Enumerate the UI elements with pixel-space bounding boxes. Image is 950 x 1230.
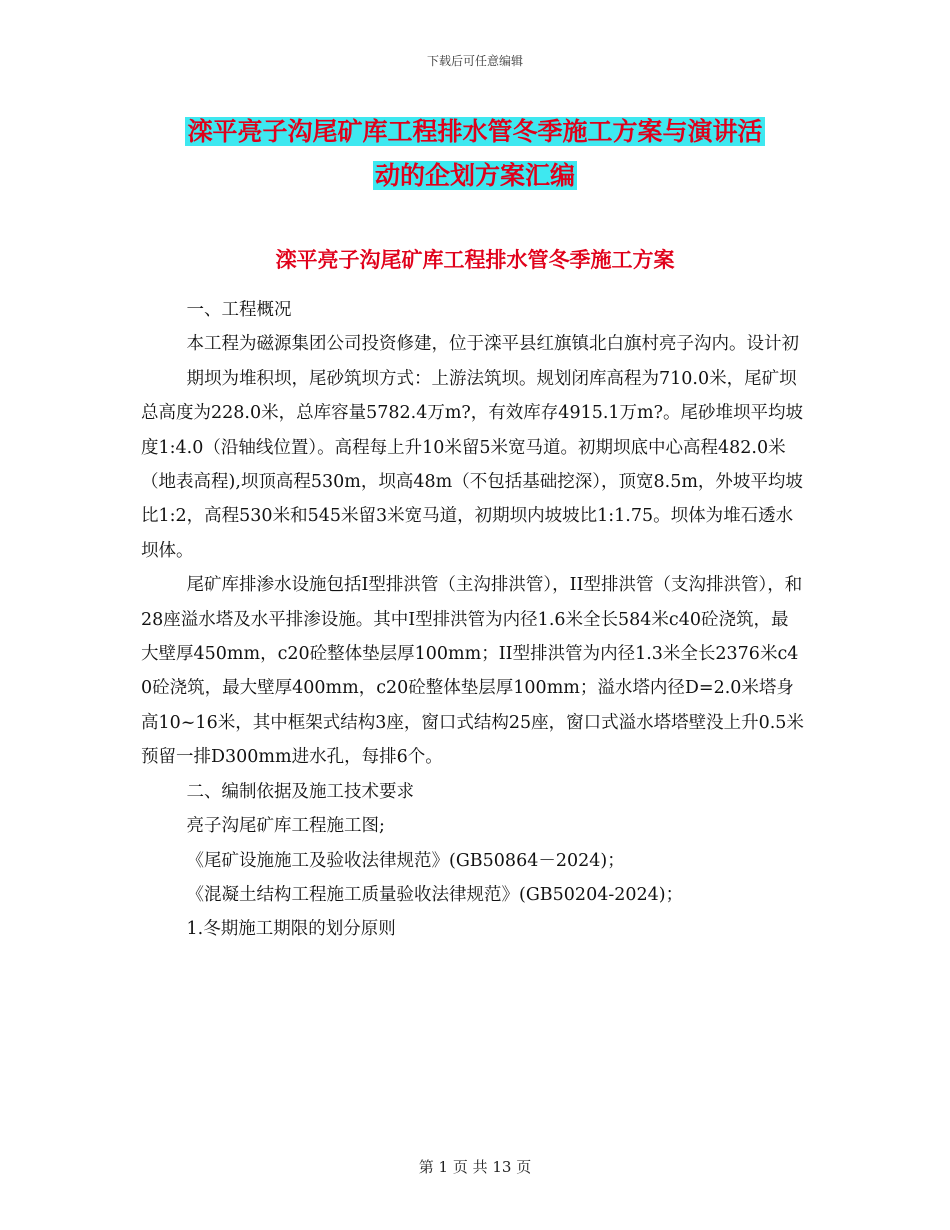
paragraph: 《尾矿设施施工及验收法律规范》(GB50864－2024)； [186,850,625,871]
document-title-line-1 [140,110,810,154]
paragraph: 本工程为磁源集团公司投资修建，位于滦平县红旗镇北白旗村亮子沟内。设计初 [186,334,799,355]
document-title-line-2 [140,154,810,198]
heading-basis: 二、编制依据及施工技术要求 [186,781,414,802]
page-footer: 第 1 页 共 13 页 [418,1158,532,1176]
heading-overview: 一、工程概况 [186,300,292,320]
document-body [141,293,805,947]
paragraph: 亮子沟尾矿库工程施工图; [186,816,385,837]
paragraph: 尾矿库排渗水设施包括I型排洪管（主沟排洪管），II型排洪管（支沟排洪管），和28座溢水塔及水平排渗设施。其中I型排洪管为内径1.6米全长584米c40砼浇筑，最大壁厚450mm，c20砼整体垫层厚100mm；II型排洪管为内径1.3米全长2376米c40砼浇筑，最大壁厚400mm，c20砼整体垫层厚100mm；溢水塔内径D=2.0米塔身高10~16米，其中框架式结构3座，窗口式结构25座，窗口式溢水塔塔壁没上升0.5米预留一排D300mm进水孔，每排6个。 [141,575,804,768]
title-text-1: 滦平亮子沟尾矿库工程排水管冬季施工方案与演讲活 [187,117,763,146]
paragraph: 《混凝土结构工程施工质量验收法律规范》(GB50204-2024)； [186,884,684,905]
paragraph: 期坝为堆积坝，尾砂筑坝方式：上游法筑坝。规划闭库高程为710.0米，尾矿坝总高度为228.0米，总库容量5782.4万m?，有效库存4915.1万m?。尾砂堆坝平均坡度1:4.0（沿轴线位置）。高程每上升10米留5米宽马道。初期坝底中心高程482.0米（地表高程),坝顶高程530m，坝高48m（不包括基础挖深），顶宽8.5m，外坡平均坡比1:2，高程530米和545米留3米宽马道，初期坝内坡坡比1:1.75。坝体为堆石透水坝体。 [141,368,804,561]
header-note: 下载后可任意编辑 [426,54,523,68]
paragraph: 1.冬期施工期限的划分原则 [186,919,396,940]
section-title: 滦平亮子沟尾矿库工程排水管冬季施工方案 [275,248,675,272]
title-text-2: 动的企划方案汇编 [374,161,575,190]
